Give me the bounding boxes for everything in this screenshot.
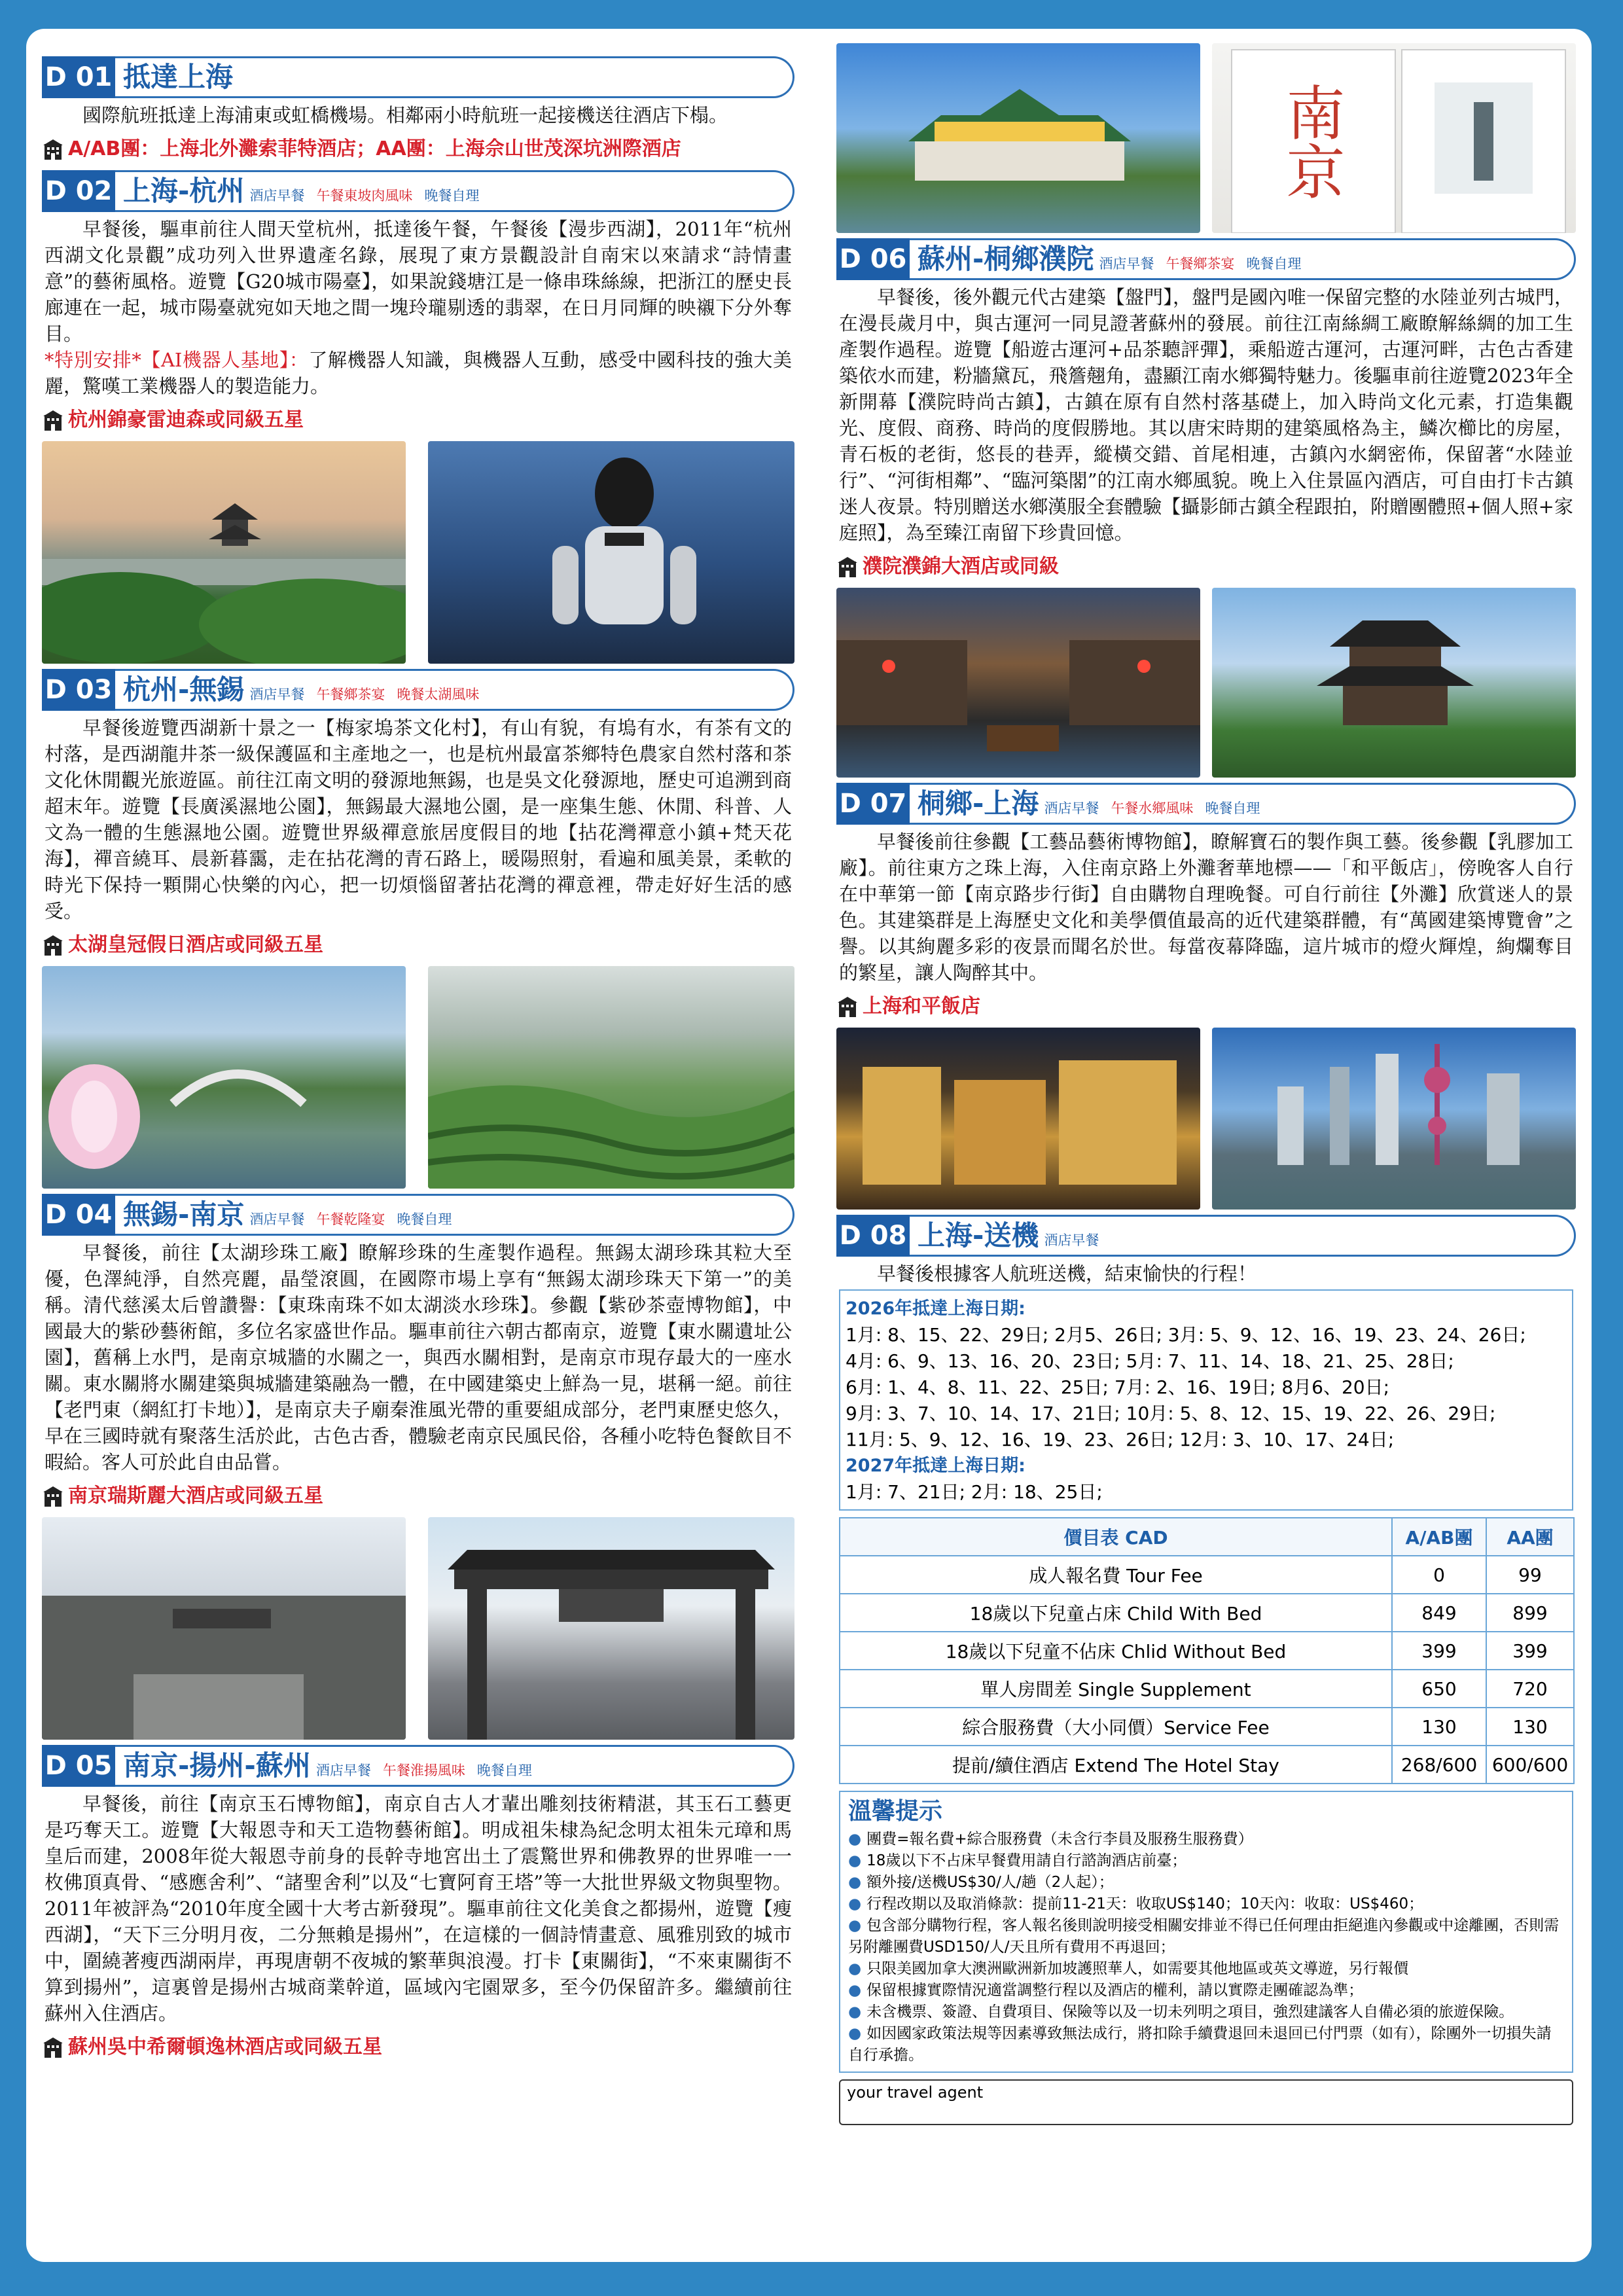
hotel-line: 杭州錦豪雷迪森或同級五星 (42, 406, 794, 435)
date-line: 6月: 1、4、8、11、22、25日; 7月: 2、16、19日; 8月6、20日; (846, 1376, 1390, 1398)
day-header-d03 (42, 669, 794, 711)
bullet-icon: ● (848, 1982, 862, 1999)
hotel-icon (42, 2037, 64, 2059)
day-badge: D 03 (42, 669, 115, 711)
hotel-line: 濮院濮錦大酒店或同級 (836, 552, 1576, 581)
photo-row (42, 966, 794, 1189)
day-badge: D 01 (42, 56, 115, 98)
price-item: 綜合服務費（大小同價）Service Fee (840, 1708, 1392, 1746)
hotel-icon (836, 556, 859, 579)
day-header-d07 (836, 783, 1576, 825)
day-header-d01 (42, 56, 794, 98)
photo-ai-robot (428, 441, 794, 664)
hotel-icon (836, 996, 859, 1018)
day-title: 上海-送機 酒店早餐 (918, 1219, 1099, 1251)
price-row (840, 1594, 1574, 1632)
photo-city-wall (42, 1517, 406, 1740)
price-row (840, 1670, 1574, 1708)
day-header-d08 (836, 1215, 1576, 1257)
bullet-icon: ● (848, 1852, 862, 1869)
price-aa: 600/600 (1486, 1746, 1574, 1784)
day-header-d02 (42, 170, 794, 212)
right-column (836, 43, 1576, 2125)
hotel-line: 蘇州吳中希爾頓逸林酒店或同級五星 (42, 2033, 794, 2062)
bullet-icon: ● (848, 1917, 862, 1934)
hotel-icon (42, 1486, 64, 1508)
price-aa: 99 (1486, 1556, 1574, 1594)
tip-item: ● 團費=報名費+綜合服務費（未含行李員及服務生服務費） (848, 1831, 1253, 1848)
tip-item: ● 額外接/送機US$30/人/趟（2人起）； (848, 1874, 1114, 1891)
day-description: 早餐後，前往【南京玉石博物館】，南京自古人才輩出雕刻技術精湛，其玉石工藝更是巧奪天工。遊覽【大報恩寺和天工造物藝術館】。明成祖朱棣為紀念明太祖朱元璋和馬皇后而建，2008年從大報恩寺前身的長幹寺地宮出土了震驚世界和佛教界的世界唯一一枚佛頂真骨、“感應舍利”、“諸聖舍利”以及“七寶阿育王塔”等一大批世界級文物與聖物。2011年被評為“2010年度全國十大考古新發現”。驅車前往文化美食之都揚州，遊覽【瘦西湖】，“天下三分明月夜，二分無賴是揚州”，在這樣的一個詩情畫意、風雅別致的城市中，圍繞著瘦西湖兩岸，再現唐朝不夜城的繁華與浪漫。打卡【東關街】，“不來東關街不算到揚州”，這裏曾是揚州古城商業幹道，區域內宅園眾多，至今仍保留許多。繼續前往蘇州入住酒店。 (45, 1793, 792, 2024)
date-line: 9月: 3、7、10、14、17、21日; 10月: 5、8、12、15、19、22、26、29日; (846, 1403, 1496, 1424)
price-ab: 130 (1392, 1708, 1486, 1746)
price-aa: 130 (1486, 1708, 1574, 1746)
photo-pudong-skyline (1212, 1028, 1576, 1210)
departure-dates (839, 1289, 1573, 1511)
price-ab: 399 (1392, 1632, 1486, 1670)
date-line: 11月: 5、9、12、16、19、23、26日; 12月: 3、10、17、24日; (846, 1429, 1395, 1450)
photo-laomendong-gate (428, 1517, 794, 1740)
bullet-icon: ● (848, 1874, 862, 1891)
tips-title: 溫馨提示 (848, 1798, 943, 1825)
tip-item: ● 未含機票、簽證、自費項目、保險等以及一切未列明之項目，強烈建議客人自備必須的旅遊保險。 (848, 2003, 1514, 2020)
price-ab: 849 (1392, 1594, 1486, 1632)
photo-row (42, 1517, 794, 1740)
hotel-line: 太湖皇冠假日酒店或同級五星 (42, 931, 794, 960)
day-badge: D 07 (836, 783, 910, 825)
day-badge: D 08 (836, 1215, 910, 1257)
left-column (42, 52, 794, 2068)
price-aa: 720 (1486, 1670, 1574, 1708)
tip-item: ● 如因國家政策法規等因素導致無法成行，將扣除手續費退回未退回已付門票（如有），除團外一切損失請自行承擔。 (848, 2025, 1552, 2064)
price-item: 18歲以下兒童不佔床 Chlid Without Bed (840, 1632, 1392, 1670)
price-item: 提前/續住酒店 Extend The Hotel Stay (840, 1746, 1392, 1784)
price-aa: 899 (1486, 1594, 1574, 1632)
price-row (840, 1746, 1574, 1784)
price-header: A/AB團 (1392, 1518, 1486, 1556)
photo-water-town-night (836, 588, 1200, 778)
date-line: 1月: 8、15、22、29日; 2月5、26日; 3月: 5、9、12、16、19、23、24、26日; (846, 1324, 1526, 1346)
hotel-line: 南京瑞斯麗大酒店或同級五星 (42, 1482, 794, 1511)
day-title: 無錫-南京 酒店早餐 午餐乾隆宴 晚餐自理 (123, 1198, 452, 1230)
tips-box (839, 1791, 1573, 2073)
dates-2026-heading: 2026年抵達上海日期: (846, 1299, 1026, 1319)
day-header-d05 (42, 1745, 794, 1787)
photo-row (836, 588, 1576, 778)
photo-nanjing-book (1212, 43, 1576, 233)
tip-item: ● 18歲以下不占床早餐費用請自行諮詢酒店前臺； (848, 1852, 1187, 1869)
price-row (840, 1556, 1574, 1594)
day-description: 國際航班抵達上海浦東或虹橋機場。相鄰兩小時航班一起接機送往酒店下榻。 (82, 104, 728, 126)
day-title: 蘇州-桐鄉濮院 酒店早餐 午餐鄉茶宴 晚餐自理 (918, 243, 1302, 275)
day-header-d04 (42, 1194, 794, 1236)
hotel-icon (42, 935, 64, 957)
tip-item: ● 保留根據實際情況適當調整行程以及酒店的權利，請以實際走團確認為準； (848, 1982, 1364, 1999)
day-title: 桐鄉-上海 酒店早餐 午餐水鄉風味 晚餐自理 (918, 787, 1260, 819)
day-description: 早餐後，後外觀元代古建築【盤門】，盤門是國內唯一保留完整的水陸並列古城門，在漫長歲月中，與古運河一同見證著蘇州的發展。前往江南絲綢工廠瞭解絲綢的加工生產製作過程。遊覽【船遊古運河+品茶聽評彈】，乘船遊古運河，古運河畔，古色古香建築依水而建，粉牆黛瓦，飛簷翹角，盡顯江南水鄉獨特魅力。後驅車前往遊覽2023年全新開幕【濮院時尚古鎮】，古鎮在原有自然村落基礎上，加入時尚文化元素，打造集觀光、度假、商務、時尚的度假勝地。其以唐宋時期的建築風格為主，鱗次櫛比的房屋，青石板的老街，悠長的巷弄，縱橫交錯、首尾相連，古鎮內水網密佈，保留著“水陸並行”、“河街相鄰”、“臨河築閣”的江南水鄉風貌。晚上入住景區內酒店，可自由打卡古鎮迷人夜景。特別贈送水鄉漢服全套體驗【攝影師古鎮全程跟拍，附贈團體照+個人照+家庭照】，為至臻江南留下珍貴回憶。 (839, 286, 1573, 544)
photo-row (42, 441, 794, 664)
day-badge: D 04 (42, 1194, 115, 1236)
price-ab: 0 (1392, 1556, 1486, 1594)
price-aa: 399 (1486, 1632, 1574, 1670)
day-description: 早餐後遊覽西湖新十景之一【梅家塢茶文化村】，有山有貌，有塢有水，有茶有文的村落，是西湖龍井茶一級保護區和主產地之一，也是杭州最富茶鄉特色農家自然村落和茶文化休閒觀光旅遊區。前往江南文明的發源地無錫，也是吳文化發源地，歷史可追溯到商超末年。遊覽【長廣溪濕地公園】，無錫最大濕地公園，是一座集生態、休閒、科普、人文為一體的生態濕地公園。遊覽世界級禪意旅居度假目的地【拈花灣禪意小鎮+梵天花海】，禪音繞耳、晨新暮靄，走在拈花灣的青石路上，暖陽照射，看遍和風美景，柔軟的時光下保持一顆開心快樂的內心，把一切煩惱留著拈花灣的禪意裡，帶走好好生活的感受。 (45, 717, 792, 922)
tip-item: ● 包含部分購物行程，客人報名後則說明接受相關安排並不得已任何理由拒絕進內參觀或中途離團，否則需另附離團費USD150/人/天且所有費用不再退回； (848, 1917, 1560, 1956)
day-badge: D 06 (836, 238, 910, 280)
bullet-icon: ● (848, 2025, 862, 2042)
date-line: 1月: 7、21日; 2月: 18、25日; (846, 1481, 1103, 1503)
day-description: 早餐後，前往【太湖珍珠工廠】瞭解珍珠的生產製作過程。無錫太湖珍珠其粒大至優，色澤純淨，自然亮麗，晶瑩滾圓，在國際市場上享有“無錫太湖珍珠天下第一”的美稱。清代慈溪太后曾讚譽：【東珠南珠不如太湖淡水珍珠】。參觀【紫砂茶壺博物館】，中國最大的紫砂藝術館，多位名家盛世作品。驅車前往六朝古都南京，遊覽【東水關遺址公園】，舊稱上水門，是南京城牆的水關之一，與西水關相對，是南京市現存最大的一座水關。東水關將水關建築與城牆建築融為一體，在中國建築史上鮮為一見，堪稱一絕。前往【老門東（網紅打卡地）】，是南京夫子廟秦淮風光帶的重要組成部分，老門東歷史悠久，早在三國時就有聚落生活於此，古色古香，體驗老南京民風民俗，各種小吃特色餐飲目不暇給。客人可於此自由品嘗。 (45, 1242, 792, 1473)
day-title: 南京-揚州-蘇州 酒店早餐 午餐淮揚風味 晚餐自理 (123, 1749, 532, 1782)
price-row (840, 1632, 1574, 1670)
day-description: 早餐後根據客人航班送機，結束愉快的行程！ (877, 1263, 1257, 1285)
photo-bund-night (836, 1028, 1200, 1210)
photo-tea-fields (428, 966, 794, 1189)
date-line: 4月: 6、9、13、16、20、23日; 5月: 7、11、14、18、21、25、28日; (846, 1350, 1454, 1372)
day-description: 早餐後，驅車前往人間天堂杭州，抵達後午餐，午餐後【漫步西湖】，2011年“杭州西湖文化景觀”成功列入世界遺產名錄，展現了東方景觀設計自南宋以來請求“詩情畫意”的藝術風格。遊覽【G20城市陽臺】，如果說錢塘江是一條串珠絲線，把浙江的歷史長廊連在一起，城市陽臺就宛如天地之間一塊玲瓏剔透的翡翠，在日月同輝的映襯下分外奪目。 *特別安排*【AI機器人基地】：了解機器人知識，與機器人互動，感受中國科技的強大美麗，驚嘆工業機器人的製造能力。 (45, 218, 792, 397)
bullet-icon: ● (848, 1831, 862, 1848)
price-header: AA團 (1486, 1518, 1574, 1556)
photo-lotus-garden (42, 966, 406, 1189)
bullet-icon: ● (848, 1895, 862, 1912)
dates-2027-heading: 2027年抵達上海日期: (846, 1456, 1026, 1476)
price-row (840, 1708, 1574, 1746)
price-item: 成人報名費 Tour Fee (840, 1556, 1392, 1594)
photo-pagoda-temple (1212, 588, 1576, 778)
price-header: 價目表 CAD (840, 1518, 1392, 1556)
hotel-icon (42, 410, 64, 432)
price-ab: 268/600 (1392, 1746, 1486, 1784)
day-title: 抵達上海 (123, 61, 234, 93)
day-title: 上海-杭州 酒店早餐 午餐東坡肉風味 晚餐自理 (123, 175, 480, 207)
tip-item: ● 行程改期以及取消條款：提前11-21天：收取US$140；10天內：收取：US$460； (848, 1895, 1424, 1912)
brochure-page (26, 29, 1592, 2262)
price-item: 單人房間差 Single Supplement (840, 1670, 1392, 1708)
photo-west-lake-pavilion (42, 441, 406, 664)
tip-item: ● 只限美國加拿大澳洲歐洲新加坡護照華人，如需要其他地區或英文導遊，另行報價 (848, 1960, 1409, 1977)
photo-row (836, 43, 1576, 233)
photo-row (836, 1028, 1576, 1210)
price-table (839, 1517, 1575, 1784)
hotel-icon (42, 139, 64, 161)
bullet-icon: ● (848, 1960, 862, 1977)
day-header-d06 (836, 238, 1576, 280)
travel-agent-box: your travel agent (839, 2079, 1573, 2125)
day-title: 杭州-無錫 酒店早餐 午餐鄉茶宴 晚餐太湖風味 (123, 673, 480, 706)
nanjing-title: 南京 (1275, 82, 1345, 200)
photo-five-pavilion-bridge (836, 43, 1200, 233)
price-header-row (840, 1518, 1574, 1556)
day-description: 早餐後前往參觀【工藝品藝術博物館】，瞭解寶石的製作與工藝。後參觀【乳膠加工廠】。前往東方之珠上海，入住南京路上外灘奢華地標——「和平飯店」，傍晚客人自行在中華第一節【南京路步行街】自由購物自理晚餐。可自行前往【外灘】欣賞迷人的景色。其建築群是上海歷史文化和美學價值最高的近代建築群體，有“萬國建築博覽會”之譽。以其絢麗多彩的夜景而聞名於世。每當夜幕降臨，這片城市的燈火輝煌，絢爛奪目的繁星，讓人陶醉其中。 (839, 831, 1573, 984)
day-badge: D 02 (42, 170, 115, 212)
price-ab: 650 (1392, 1670, 1486, 1708)
day-badge: D 05 (42, 1745, 115, 1787)
hotel-line: 上海和平飯店 (836, 992, 1576, 1021)
price-item: 18歲以下兒童占床 Child With Bed (840, 1594, 1392, 1632)
hotel-line: A/AB團：上海北外灘索菲特酒店；AA團：上海佘山世茂深坑洲際酒店 (42, 135, 794, 164)
bullet-icon: ● (848, 2003, 862, 2020)
